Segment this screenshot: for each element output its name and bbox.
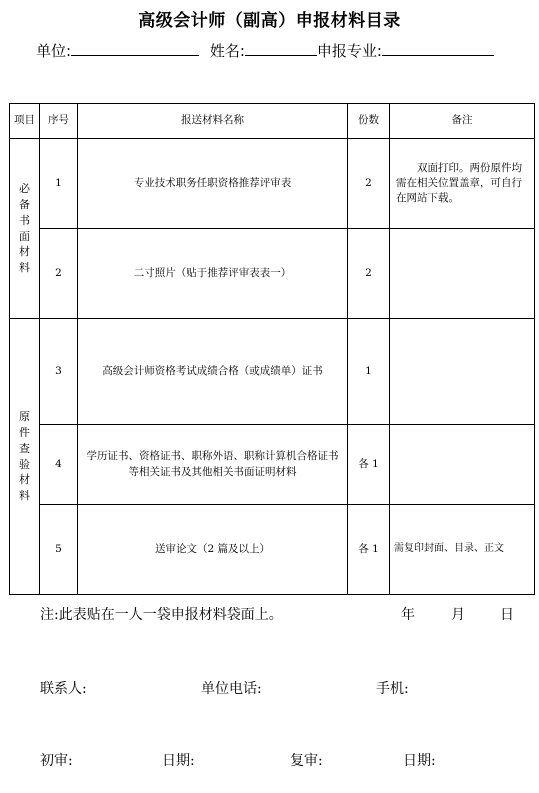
copies-cell: 2	[348, 139, 390, 229]
copies-cell: 各 1	[348, 425, 390, 505]
table-header-row	[10, 104, 535, 139]
material-cell: 学历证书、资格证书、职称外语、职称计算机合格证书等相关证书及其他相关书面证明材料	[78, 425, 348, 505]
page-title: 高级会计师（副高）申报材料目录	[138, 11, 401, 31]
header-seq: 序号	[40, 104, 78, 139]
seq-cell: 5	[40, 505, 78, 595]
date-label-first: 日期:	[162, 753, 195, 769]
category-original: 原件查验材料	[10, 319, 40, 595]
unit-phone-label: 单位电话:	[201, 681, 262, 697]
remark-cell: 双面打印。两份原件均需在相关位置盖章，可自行在网站下载。	[390, 139, 535, 229]
header-fields	[36, 40, 494, 61]
year-label: 年	[401, 607, 415, 623]
major-blank[interactable]	[382, 41, 494, 56]
header-remark: 备注	[390, 104, 535, 139]
footer-note: 注:此表贴在一人一袋申报材料袋面上。	[40, 607, 283, 623]
seq-cell: 3	[40, 319, 78, 425]
copies-cell: 1	[348, 319, 390, 425]
remark-cell	[390, 425, 535, 505]
material-cell: 二寸照片（贴于推荐评审表表一）	[78, 229, 348, 319]
seq-cell: 4	[40, 425, 78, 505]
table-row	[10, 425, 535, 505]
material-cell: 专业技术职务任职资格推荐评审表	[78, 139, 348, 229]
month-label: 月	[451, 607, 465, 623]
header-category: 项目	[10, 104, 40, 139]
table-row	[10, 505, 535, 595]
table-row	[10, 229, 535, 319]
category-required: 必备书面材料	[10, 139, 40, 319]
remark-cell: 需复印封面、目录、正文	[390, 505, 535, 595]
copies-cell: 各 1	[348, 505, 390, 595]
seq-cell: 1	[40, 139, 78, 229]
material-cell: 高级会计师资格考试成绩合格（或成绩单）证书	[78, 319, 348, 425]
unit-blank[interactable]	[71, 41, 199, 56]
day-label: 日	[500, 607, 514, 623]
copies-cell: 2	[348, 229, 390, 319]
name-blank[interactable]	[245, 41, 317, 56]
material-cell: 送审论文（2 篇及以上）	[78, 505, 348, 595]
date-label-second: 日期:	[403, 753, 436, 769]
table-row	[10, 139, 535, 229]
table-row	[10, 319, 535, 425]
header-material: 报送材料名称	[78, 104, 348, 139]
first-review-label: 初审:	[40, 753, 73, 769]
header-copies: 份数	[348, 104, 390, 139]
materials-table	[9, 103, 535, 595]
contact-label: 联系人:	[40, 681, 87, 697]
remark-cell	[390, 319, 535, 425]
mobile-label: 手机:	[376, 681, 409, 697]
unit-label: 单位:	[36, 42, 72, 60]
major-label: 申报专业:	[316, 42, 382, 60]
remark-cell	[390, 229, 535, 319]
seq-cell: 2	[40, 229, 78, 319]
name-label: 姓名:	[209, 42, 245, 60]
second-review-label: 复审:	[290, 753, 323, 769]
